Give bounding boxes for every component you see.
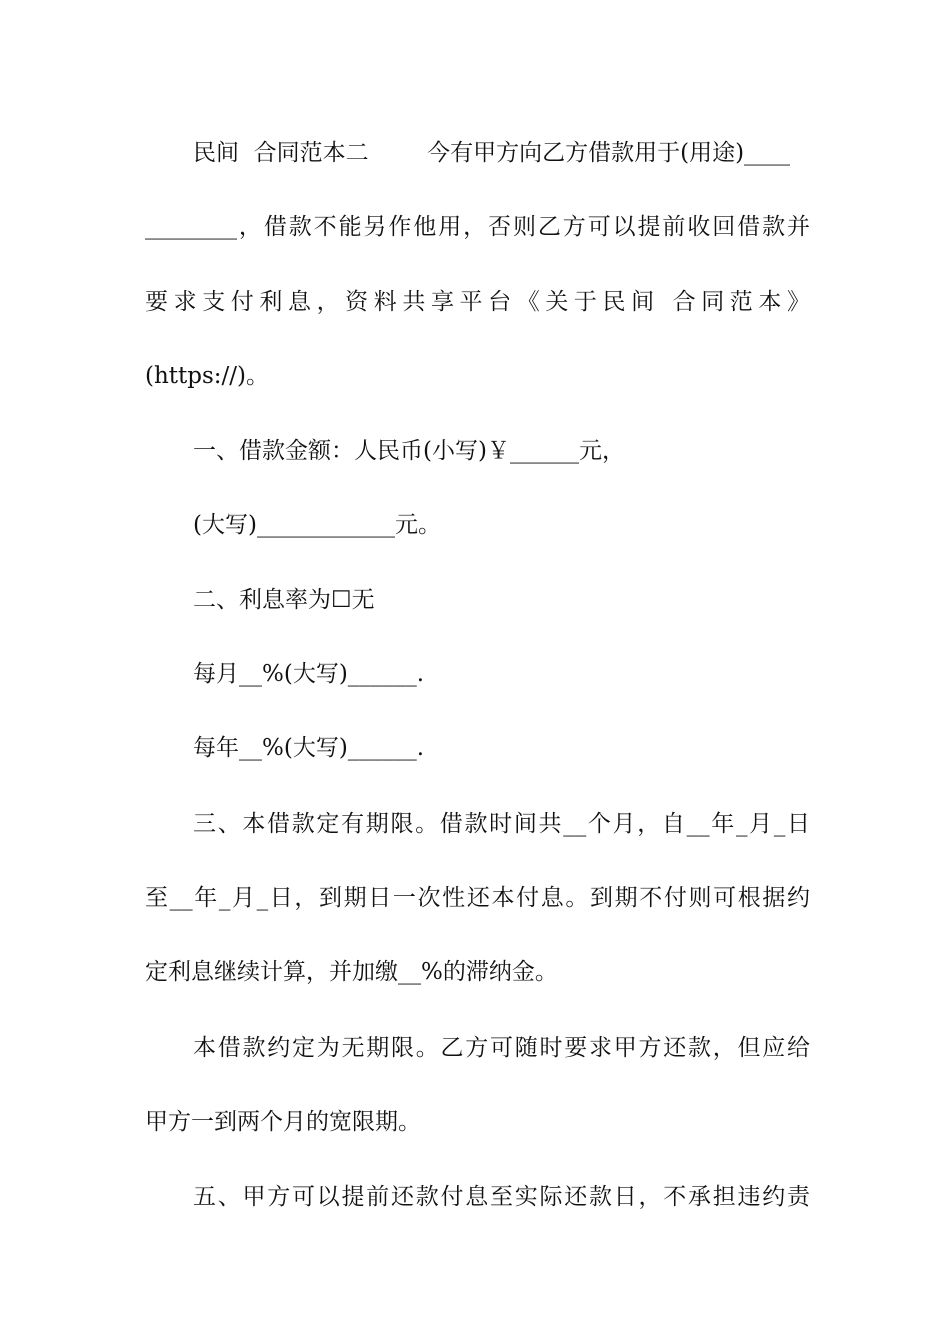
text-line: 本借款约定为无期限。乙方可随时要求甲方还款，但应给 xyxy=(193,1035,810,1061)
text-line: 每年__%(大写)______. xyxy=(193,735,425,761)
text-line: 一、借款金额：人民币(小写)￥______元， xyxy=(193,438,625,464)
text-line: 五、甲方可以提前还款付息至实际还款日，不承担违约责 xyxy=(193,1184,810,1210)
text-line: 定利息继续计算，并加缴__%的滞纳金。 xyxy=(145,959,558,985)
text-line: 民间 合同范本二 今有甲方向乙方借款用于(用途)____ xyxy=(193,140,791,166)
text-line: 要求支付利息，资料共享平台《关于民间 合同范本》 xyxy=(145,289,810,315)
text-line: 至__年_月_日，到期日一次性还本付息。到期不付则可根据约 xyxy=(145,885,810,911)
text-line: 三、本借款定有期限。借款时间共__个月，自__年_月_日 xyxy=(193,811,810,837)
text-line: (大写)____________元。 xyxy=(193,512,441,538)
text-line: 甲方一到两个月的宽限期。 xyxy=(145,1109,421,1135)
text-line: ________，借款不能另作他用，否则乙方可以提前收回借款并 xyxy=(145,214,810,240)
text-line: (https://)。 xyxy=(145,363,270,389)
text-line: 二、利息率为☐无 xyxy=(193,587,375,613)
text-line: 每月__%(大写)______. xyxy=(193,661,425,687)
